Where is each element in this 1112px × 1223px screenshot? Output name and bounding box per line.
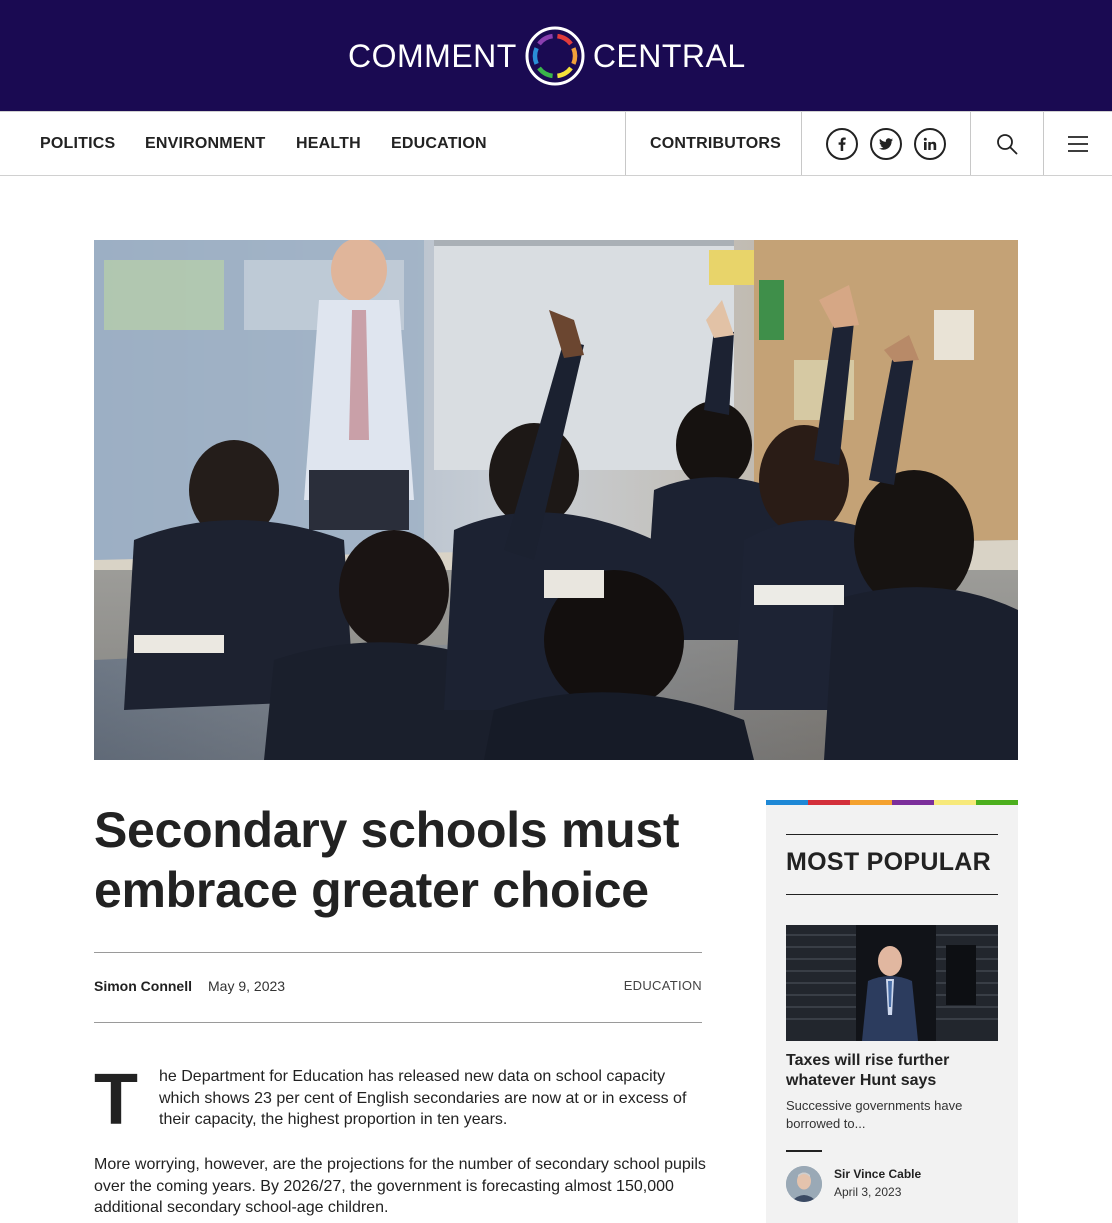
- logo-ring-segment: [557, 36, 571, 44]
- logo-ring-segment: [539, 36, 553, 44]
- most-popular-sidebar: [766, 800, 1018, 1223]
- logo-ring-segment: [573, 48, 575, 64]
- logo-word-left: COMMENT: [348, 37, 517, 74]
- stripe-segment: [976, 800, 1018, 805]
- logo-ring-segment: [535, 48, 537, 64]
- most-popular-heading: MOST POPULAR: [786, 848, 991, 876]
- main-nav: [0, 111, 1112, 176]
- stripe-segment: [808, 800, 850, 805]
- linkedin-icon[interactable]: [914, 128, 946, 160]
- article-category[interactable]: EDUCATION: [623, 978, 702, 993]
- nav-divider: [970, 112, 971, 175]
- nav-divider: [1043, 112, 1044, 175]
- logo-ring-icon: [525, 26, 585, 86]
- article-date: May 9, 2023: [208, 978, 286, 994]
- search-icon[interactable]: [995, 132, 1019, 156]
- heading-rule-bottom: [786, 894, 998, 895]
- popular-item-headline[interactable]: Taxes will rise further whatever Hunt says: [786, 1052, 950, 1089]
- logo-word-right: CENTRAL: [592, 37, 746, 74]
- nav-item-politics[interactable]: POLITICS: [40, 135, 116, 152]
- stripe-segment: [892, 800, 934, 805]
- avatar[interactable]: [786, 1166, 822, 1202]
- nav-divider: [801, 112, 802, 175]
- dropcap-letter: T: [94, 1060, 138, 1140]
- article-paragraph: he Department for Education has released new data on school capacity which shows 23 per cent of English secondaries are now at or in excess of their capacity, the highest proportion in ten years.: [159, 1068, 687, 1128]
- heading-rule-top: [786, 834, 998, 835]
- hero-image: [94, 240, 1018, 760]
- nav-divider: [625, 112, 626, 175]
- article-author[interactable]: Simon Connell: [94, 978, 192, 994]
- logo-ring-segment: [539, 68, 553, 76]
- hamburger-menu-icon[interactable]: [1066, 132, 1090, 156]
- nav-item-education[interactable]: EDUCATION: [391, 135, 487, 152]
- popular-item-author[interactable]: Sir Vince Cable: [834, 1167, 922, 1181]
- color-stripe: [766, 800, 1018, 805]
- nav-item-health[interactable]: HEALTH: [296, 135, 361, 152]
- facebook-icon[interactable]: [826, 128, 858, 160]
- meta-rule-top: [94, 952, 702, 953]
- article-title: Secondary schools must embrace greater choice: [94, 802, 680, 918]
- stripe-segment: [850, 800, 892, 805]
- article-paragraph: More worrying, however, are the projections for the number of secondary school pupils over the coming years. By 2026/27, the government is forecasting almost 150,000 additional secondary school-age children.: [94, 1156, 706, 1216]
- popular-item-date: April 3, 2023: [834, 1185, 902, 1199]
- popular-item-divider: [786, 1150, 822, 1152]
- nav-item-contributors[interactable]: CONTRIBUTORS: [650, 135, 781, 152]
- popular-item-thumbnail[interactable]: [786, 925, 998, 1041]
- stripe-segment: [934, 800, 976, 805]
- site-header: [0, 0, 1112, 111]
- site-logo[interactable]: [348, 26, 746, 86]
- logo-ring-segment: [557, 68, 571, 76]
- twitter-icon[interactable]: [870, 128, 902, 160]
- stripe-segment: [766, 800, 808, 805]
- nav-item-environment[interactable]: ENVIRONMENT: [145, 135, 266, 152]
- popular-item-excerpt: Successive governments have borrowed to...: [786, 1098, 963, 1131]
- meta-rule-bottom: [94, 1022, 702, 1023]
